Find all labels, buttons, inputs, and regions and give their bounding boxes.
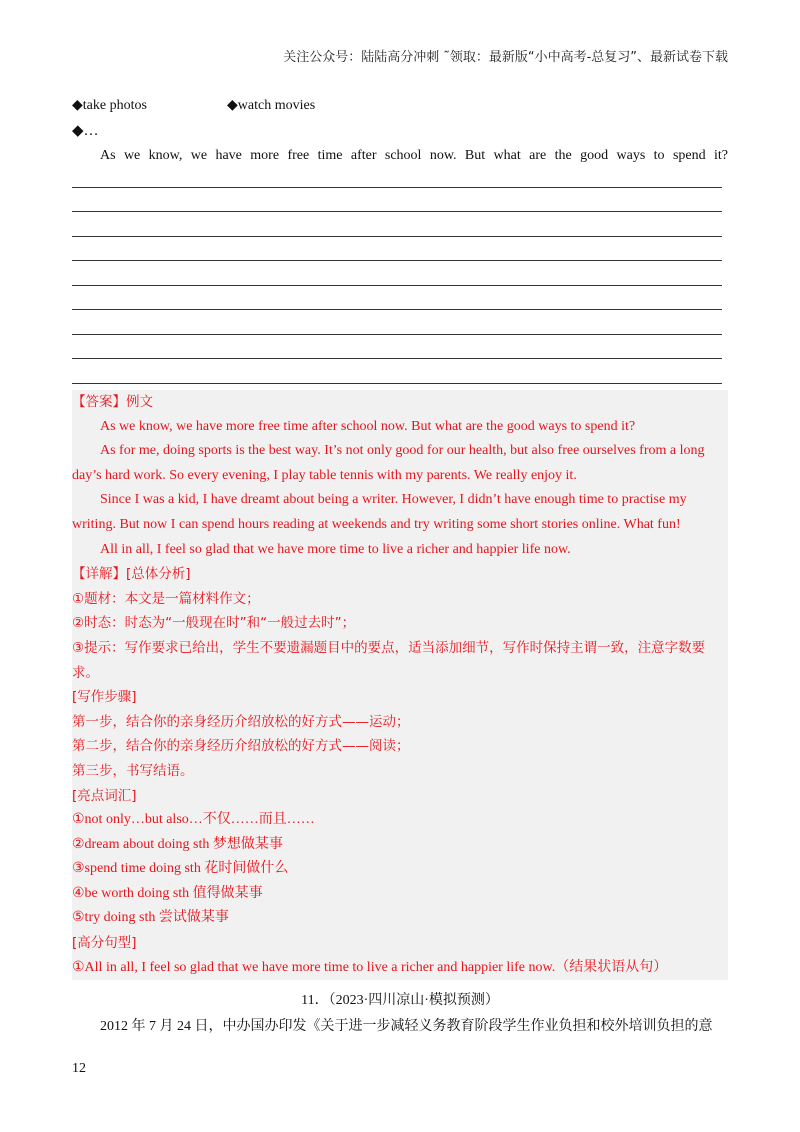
writing-line	[72, 286, 722, 311]
step-1: 第一步，结合你的亲身经历介绍放松的好方式——运动；	[72, 713, 410, 730]
answer-label: 【答案】例文	[72, 394, 153, 410]
vocab-item-2: ②dream about doing sth 梦想做某事	[72, 836, 283, 852]
analysis-label: 【详解】[总体分析]	[72, 566, 191, 583]
essay-paragraph-4: All in all, I feel so glad that we have more time to live a richer and happier life now.	[100, 541, 571, 557]
header-note: 关注公众号：陆陆高分冲刺 ˜领取：最新版“小中高考-总复习”、最新试卷下载	[283, 50, 728, 65]
step-3: 第三步，书写结语。	[72, 762, 194, 779]
prompt-bullets	[72, 97, 315, 114]
analysis-item-3: ③提示：写作要求已给出，学生不要遗漏题目中的要点，适当添加细节，写作时保持主谓一致，注意字数要求。	[72, 639, 706, 681]
next-question-title: 11．（2023·四川凉山·模拟预测）	[301, 993, 499, 1008]
vocab-label: [亮点词汇]	[72, 787, 137, 804]
writing-line	[72, 335, 722, 360]
essay-paragraph-3: Since I was a kid, I have dreamt about being a writer. However, I didn’t have enough time to practise my writing. But now I can spend hours reading at weekends and try writing some short stories online. What fun!	[72, 492, 687, 532]
sentence-item-1: ①All in all, I feel so glad that we have more time to live a richer and happier life now.（结果状语从句）	[72, 959, 668, 975]
essay-paragraph-1: As we know, we have more free time after school now. But what are the good ways to spend it?	[100, 418, 636, 434]
bullet-take-photos: ◆take photos	[72, 98, 147, 113]
essay-paragraph-2: As for me, doing sports is the best way. It’s not only good for our health, but also free ourselves from a long day’s hard work. So every evening, I play table tennis with my parents. We really enjoy it.	[72, 443, 705, 483]
writing-prompt: As we know, we have more free time after school now. But what are the good ways to spend it?	[100, 148, 728, 163]
writing-line	[72, 261, 722, 286]
answer-writing-lines	[72, 163, 722, 384]
writing-line	[72, 188, 722, 213]
vocab-item-3: ③spend time doing sth 花时间做什么	[72, 861, 289, 877]
vocab-item-1: ①not only…but also…不仅……而且……	[72, 812, 315, 828]
bullet-ellipsis: ◆…	[72, 123, 99, 139]
writing-line	[72, 359, 722, 384]
steps-label: [写作步骤]	[72, 689, 137, 706]
bullet-watch-movies: ◆watch movies	[227, 98, 316, 113]
vocab-item-5: ⑤try doing sth 尝试做某事	[72, 910, 229, 926]
next-question-text: 2012 年 7 月 24 日，中办国办印发《关于进一步减轻义务教育阶段学生作业负担和校外培训负担的意	[100, 1019, 713, 1034]
analysis-item-2: ②时态：时态为“一般现在时”和“一般过去时”；	[72, 615, 356, 632]
page-number: 12	[72, 1061, 86, 1076]
writing-line	[72, 237, 722, 262]
writing-line	[72, 163, 722, 188]
sentence-label: [高分句型]	[72, 935, 137, 952]
step-2: 第二步，结合你的亲身经历介绍放松的好方式——阅读；	[72, 738, 410, 755]
writing-line	[72, 310, 722, 335]
writing-line	[72, 212, 722, 237]
vocab-item-4: ④be worth doing sth 值得做某事	[72, 885, 263, 901]
answer-section	[72, 390, 728, 980]
analysis-item-1: ①题材：本文是一篇材料作文；	[72, 590, 260, 607]
